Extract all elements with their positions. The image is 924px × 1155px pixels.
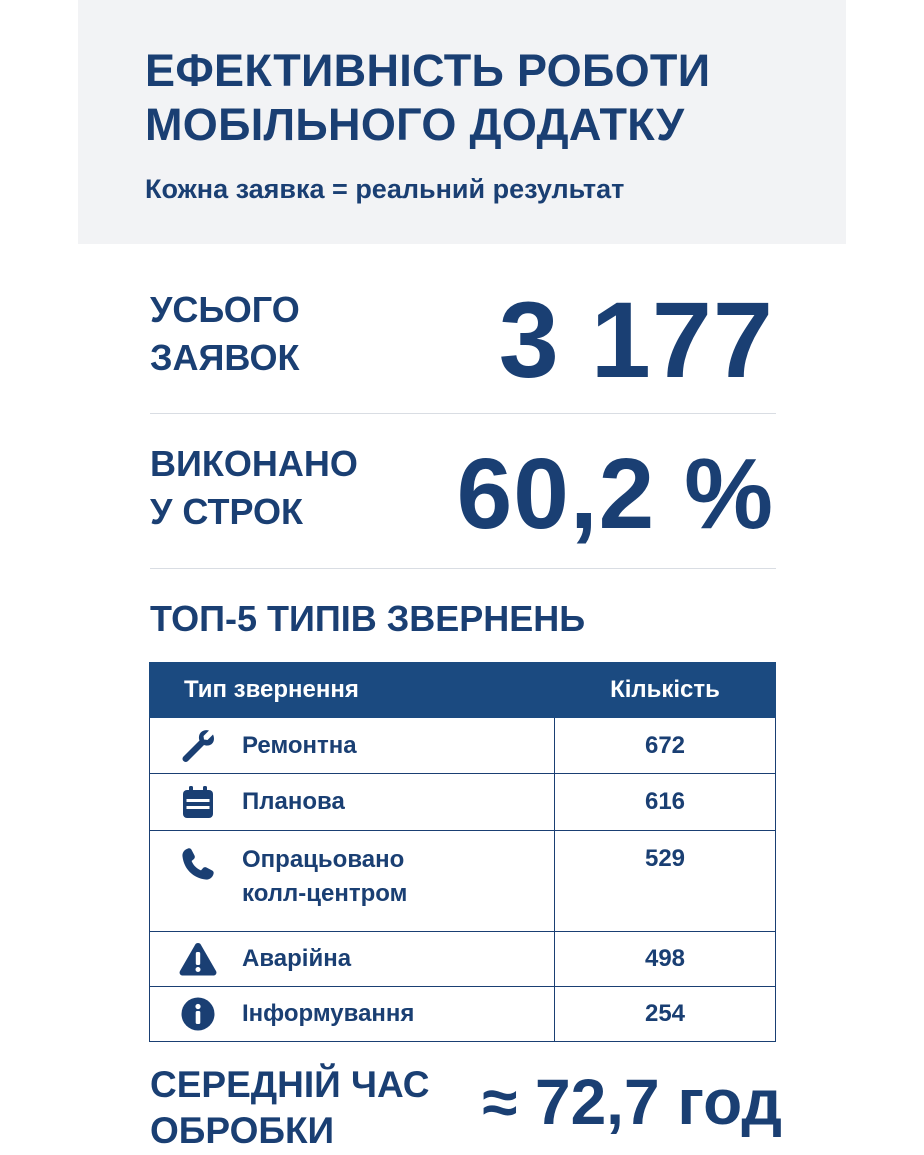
table-row xyxy=(150,932,776,987)
calendar-icon xyxy=(178,786,218,818)
table-row xyxy=(150,987,776,1042)
page-subtitle: Кожна заявка = реальний результат xyxy=(145,174,625,204)
on-time-label-line1: ВИКОНАНО xyxy=(150,443,358,484)
type-count: 529 xyxy=(555,831,776,932)
page-title-line2: МОБІЛЬНОГО ДОДАТКУ xyxy=(145,99,685,150)
divider xyxy=(150,413,776,414)
avg-time-label-line1: СЕРЕДНІЙ ЧАС xyxy=(150,1064,430,1105)
type-count: 254 xyxy=(555,987,776,1042)
table-header-row xyxy=(150,663,776,718)
type-cell xyxy=(150,987,555,1042)
wrench-icon xyxy=(178,728,218,764)
type-name-line1: Опрацьовано xyxy=(242,846,405,873)
type-cell xyxy=(150,831,555,932)
top-types-table xyxy=(149,662,776,1042)
table-row xyxy=(150,831,776,932)
type-cell xyxy=(150,932,555,987)
type-name-line2: колл-центром xyxy=(242,880,408,907)
page-title-line1: ЕФЕКТИВНІСТЬ РОБОТИ xyxy=(145,45,711,96)
type-count: 616 xyxy=(555,774,776,831)
page-title xyxy=(145,44,825,152)
total-requests-label-line1: УСЬОГО xyxy=(150,289,300,330)
on-time-label xyxy=(150,440,358,536)
warning-icon xyxy=(178,942,218,976)
type-cell xyxy=(150,774,555,831)
type-name xyxy=(242,843,407,911)
on-time-label-line2: У СТРОК xyxy=(150,491,303,532)
type-name: Ремонтна xyxy=(242,731,357,759)
type-count: 498 xyxy=(555,932,776,987)
type-cell xyxy=(150,718,555,774)
on-time-value: 60,2 % xyxy=(456,438,774,550)
info-icon xyxy=(178,997,218,1031)
avg-time-label-line2: ОБРОБКИ xyxy=(150,1110,335,1151)
total-requests-value: 3 177 xyxy=(498,279,774,400)
total-requests-label xyxy=(150,286,300,382)
divider xyxy=(150,568,776,569)
table-row xyxy=(150,774,776,831)
type-name: Планова xyxy=(242,788,345,815)
column-header-count: Кількість xyxy=(555,663,776,718)
column-header-type: Тип звернення xyxy=(150,663,555,718)
avg-time-value: ≈ 72,7 год xyxy=(482,1066,782,1138)
total-requests-label-line2: ЗАЯВОК xyxy=(150,337,300,378)
type-count: 672 xyxy=(555,718,776,774)
top-types-title: ТОП-5 ТИПІВ ЗВЕРНЕНЬ xyxy=(150,598,586,639)
phone-icon xyxy=(178,847,218,881)
type-name: Інформування xyxy=(242,1000,415,1027)
table-row xyxy=(150,718,776,774)
type-name: Аварійна xyxy=(242,945,352,972)
avg-time-label xyxy=(150,1062,430,1154)
